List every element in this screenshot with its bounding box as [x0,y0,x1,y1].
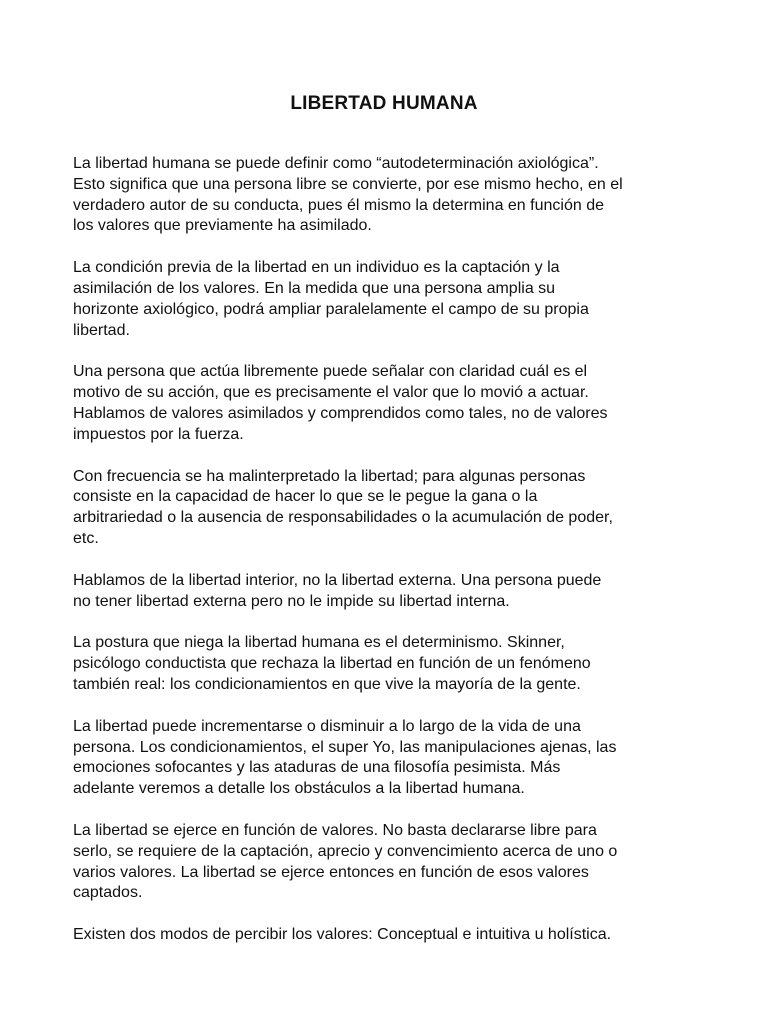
text-line: La libertad puede incrementarse o disminuir a lo largo de la vida de una [73,717,581,735]
paragraph-5 [73,571,713,613]
text-line: Hablamos de valores asimilados y comprendidos como tales, no de valores [73,404,608,422]
text-line: verdadero autor de su conducta, pues él mismo la determina en función de [73,196,604,214]
text-line: impuestos por la fuerza. [73,425,244,443]
text-line: adelante veremos a detalle los obstáculos a la libertad humana. [73,780,525,798]
text-line: Existen dos modos de percibir los valores: Conceptual e intuitiva u holística. [73,926,612,944]
text-line: emociones sofocantes y las ataduras de una filosofía pesimista. Más [73,759,561,777]
text-line: Con frecuencia se ha malinterpretado la libertad; para algunas personas [73,467,586,485]
text-line: horizonte axiológico, podrá ampliar paralelamente el campo de su propia [73,300,589,318]
text-line: arbitrariedad o la ausencia de responsabilidades o la acumulación de poder, [73,509,613,527]
text-line: motivo de su acción, que es precisamente el valor que lo movió a actuar. [73,384,589,402]
text-line: Una persona que actúa libremente puede señalar con claridad cuál es el [73,363,588,381]
text-line: consiste en la capacidad de hacer lo que se le pegue la gana o la [73,488,538,506]
text-line: varios valores. La libertad se ejerce entonces en función de esos valores [73,863,589,881]
text-line: captados. [73,884,143,902]
text-line: libertad. [73,321,130,339]
text-line: no tener libertad externa pero no le impide su libertad interna. [73,592,510,610]
text-line: La condición previa de la libertad en un individuo es la captación y la [73,259,560,277]
text-line: psicólogo conductista que rechaza la libertad en función de un fenómeno [73,655,591,673]
paragraph-7 [73,717,713,800]
text-line: asimilación de los valores. En la medida que una persona amplia su [73,279,556,297]
paragraph-8 [73,821,713,904]
paragraph-9 [73,925,713,946]
text-line: La libertad humana se puede definir como “autodeterminación axiológica”. [73,155,599,172]
paragraph-4 [73,467,713,550]
paragraph-1 [73,154,713,237]
text-line: persona. Los condicionamientos, el super Yo, las manipulaciones ajenas, las [73,738,617,756]
document-body [73,154,713,967]
text-line: serlo, se requiere de la captación, aprecio y convencimiento acerca de uno o [73,842,618,860]
text-line: etc. [73,529,99,547]
text-line: los valores que previamente ha asimilado. [73,217,372,235]
text-line: Hablamos de la libertad interior, no la libertad externa. Una persona puede [73,571,602,589]
paragraph-6 [73,633,713,695]
text-line: La postura que niega la libertad humana es el determinismo. Skinner, [73,634,565,652]
text-line: La libertad se ejerce en función de valores. No basta declararse libre para [73,821,597,839]
document-title: LIBERTAD HUMANA [290,93,478,114]
text-line: también real: los condicionamientos en que vive la mayoría de la gente. [73,675,581,693]
text-line: Esto significa que una persona libre se convierte, por ese mismo hecho, en el [73,175,623,193]
paragraph-2 [73,258,713,341]
paragraph-3 [73,362,713,445]
